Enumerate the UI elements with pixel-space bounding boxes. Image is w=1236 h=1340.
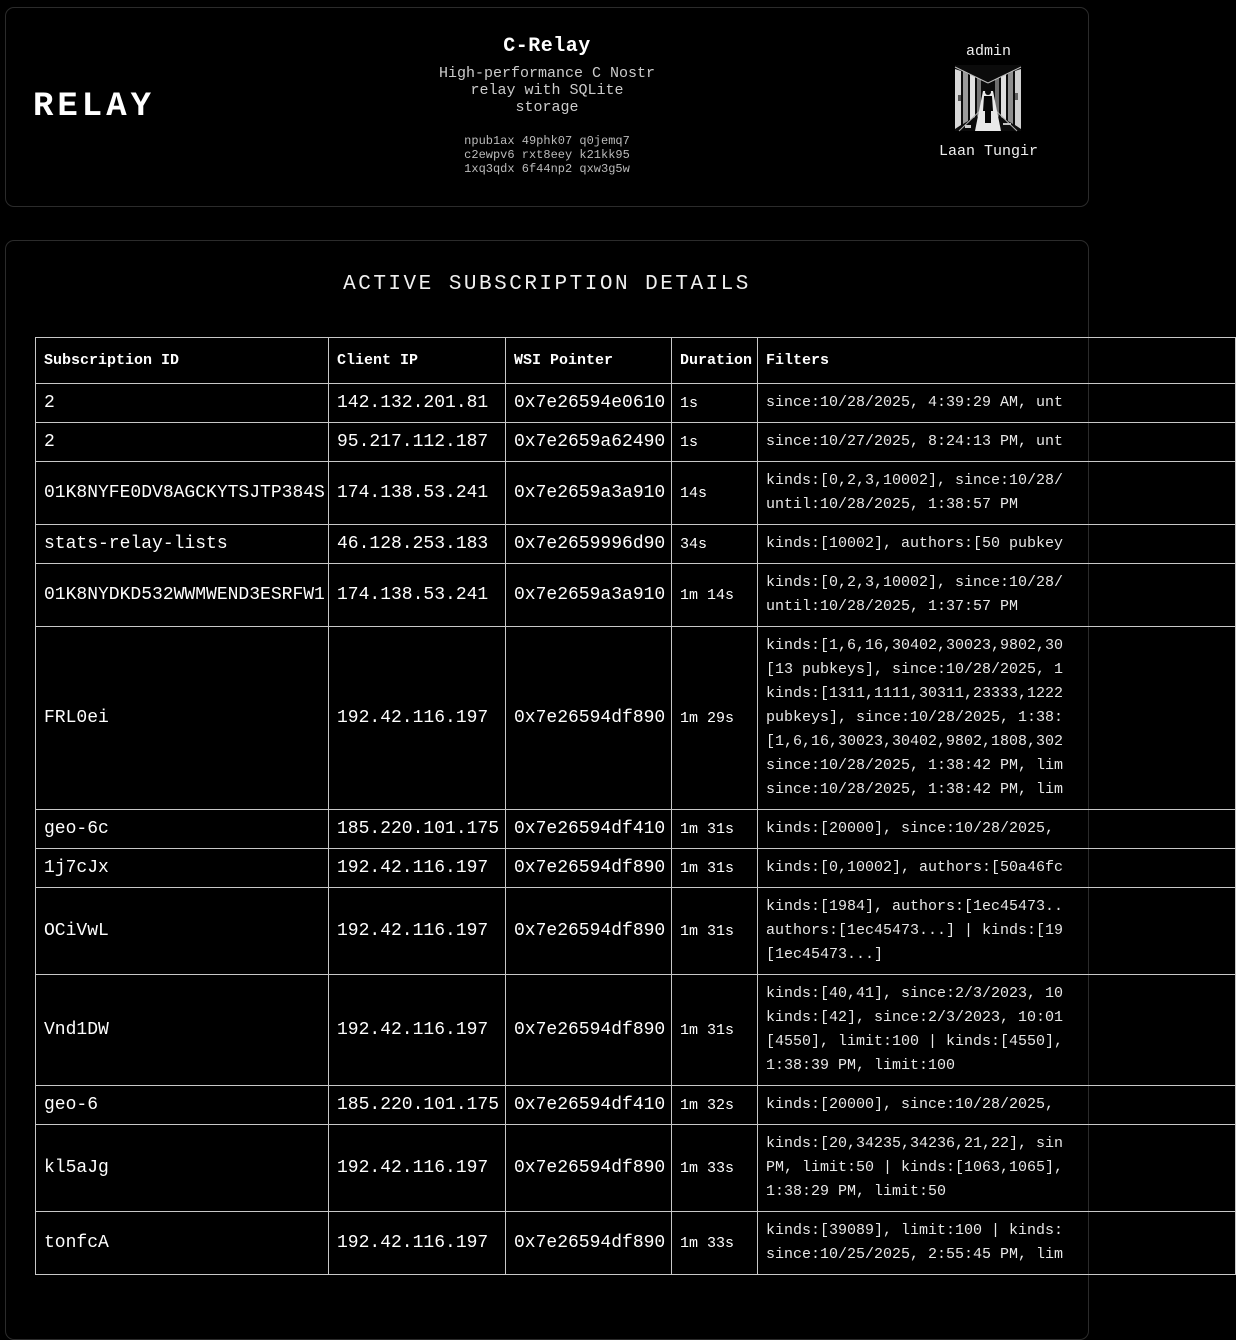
- filters-cell: [758, 525, 1236, 564]
- table-row: [36, 1125, 1236, 1212]
- filter-line: since:10/28/2025, 1:38:42 PM, lim: [766, 781, 1064, 798]
- client-ip-cell: 192.42.116.197: [329, 1212, 506, 1275]
- subscription-id-cell: FRL0ei: [36, 627, 329, 810]
- column-header-wsi-pointer: WSI Pointer: [506, 338, 672, 384]
- filter-line: since:10/28/2025, 4:39:29 AM, unt: [766, 394, 1064, 411]
- filter-line: kinds:[10002], authors:[50 pubkey: [766, 535, 1064, 552]
- subscription-id-cell: 2: [36, 423, 329, 462]
- wsi-pointer-cell: 0x7e26594e0610: [506, 384, 672, 423]
- duration-cell: 34s: [672, 525, 758, 564]
- filter-line: until:10/28/2025, 1:37:57 PM: [766, 598, 1019, 615]
- filter-line: kinds:[40,41], since:2/3/2023, 10: [766, 985, 1064, 1002]
- relay-info: [439, 8, 655, 206]
- subscriptions-table-wrap: [35, 337, 1063, 1275]
- filter-line: kinds:[0,2,3,10002], since:10/28/: [766, 574, 1064, 591]
- duration-cell: 1s: [672, 423, 758, 462]
- relay-title: C-Relay: [503, 35, 591, 58]
- filter-line: [13 pubkeys], since:10/28/2025, 1: [766, 661, 1064, 678]
- filters-cell: [758, 888, 1236, 975]
- filter-line: since:10/28/2025, 1:38:42 PM, lim: [766, 757, 1064, 774]
- npub-line: c2ewpv6 rxt8eey k21kk95: [464, 148, 630, 162]
- duration-cell: 1m 33s: [672, 1212, 758, 1275]
- duration-cell: 1m 29s: [672, 627, 758, 810]
- filter-line: 1:38:29 PM, limit:50: [766, 1183, 947, 1200]
- filter-line: pubkeys], since:10/28/2025, 1:38:: [766, 709, 1064, 726]
- filter-line: since:10/27/2025, 8:24:13 PM, unt: [766, 433, 1064, 450]
- table-row: [36, 423, 1236, 462]
- client-ip-cell: 174.138.53.241: [329, 564, 506, 627]
- subscriptions-table: [35, 337, 1236, 1275]
- client-ip-cell: 174.138.53.241: [329, 462, 506, 525]
- admin-name: Laan Tungir: [938, 143, 1038, 160]
- filter-line: kinds:[20,34235,34236,21,22], sin: [766, 1135, 1064, 1152]
- filter-line: [1,6,16,30023,30402,9802,1808,302: [766, 733, 1064, 750]
- client-ip-cell: 185.220.101.175: [329, 1086, 506, 1125]
- filter-line: kinds:[0,2,3,10002], since:10/28/: [766, 472, 1064, 489]
- wsi-pointer-cell: 0x7e2659a3a910: [506, 462, 672, 525]
- wsi-pointer-cell: 0x7e26594df890: [506, 627, 672, 810]
- npub-line: npub1ax 49phk07 q0jemq7: [464, 134, 630, 148]
- table-row: [36, 462, 1236, 525]
- subscription-id-cell: geo-6c: [36, 810, 329, 849]
- filters-cell: [758, 1086, 1236, 1125]
- client-ip-cell: 192.42.116.197: [329, 975, 506, 1086]
- filter-line: since:10/25/2025, 2:55:45 PM, lim: [766, 1246, 1064, 1263]
- wsi-pointer-cell: 0x7e26594df890: [506, 975, 672, 1086]
- table-row: [36, 810, 1236, 849]
- filters-cell: [758, 975, 1236, 1086]
- client-ip-cell: 185.220.101.175: [329, 810, 506, 849]
- filters-cell: [758, 564, 1236, 627]
- table-row: [36, 1086, 1236, 1125]
- admin-profile[interactable]: [939, 8, 1088, 206]
- table-row: [36, 888, 1236, 975]
- wsi-pointer-cell: 0x7e26594df890: [506, 849, 672, 888]
- duration-cell: 1m 31s: [672, 849, 758, 888]
- filter-line: kinds:[20000], since:10/28/2025,: [766, 1096, 1055, 1113]
- duration-cell: 1m 33s: [672, 1125, 758, 1212]
- section-title: ACTIVE SUBSCRIPTION DETAILS: [343, 273, 751, 296]
- subscription-id-cell: Vnd1DW: [36, 975, 329, 1086]
- table-row: [36, 525, 1236, 564]
- filter-line: kinds:[42], since:2/3/2023, 10:01: [766, 1009, 1064, 1026]
- admin-label: admin: [965, 43, 1011, 60]
- subscription-id-cell: geo-6: [36, 1086, 329, 1125]
- subscription-id-cell: 1j7cJx: [36, 849, 329, 888]
- relay-subtitle-line: High-performance C Nostr: [438, 65, 656, 82]
- subscription-id-cell: 2: [36, 384, 329, 423]
- column-header-client-ip: Client IP: [329, 338, 506, 384]
- client-ip-cell: 192.42.116.197: [329, 849, 506, 888]
- client-ip-cell: 46.128.253.183: [329, 525, 506, 564]
- table-row: [36, 627, 1236, 810]
- filters-cell: [758, 1212, 1236, 1275]
- client-ip-cell: 95.217.112.187: [329, 423, 506, 462]
- subscription-id-cell: OCiVwL: [36, 888, 329, 975]
- brand-title: RELAY: [33, 88, 156, 126]
- subscription-id-cell: stats-relay-lists: [36, 525, 329, 564]
- wsi-pointer-cell: 0x7e2659a62490: [506, 423, 672, 462]
- filter-line: kinds:[39089], limit:100 | kinds:: [766, 1222, 1064, 1239]
- subscriptions-panel: [5, 240, 1089, 1340]
- duration-cell: 1m 31s: [672, 975, 758, 1086]
- filter-line: until:10/28/2025, 1:38:57 PM: [766, 496, 1019, 513]
- header-panel: [5, 7, 1089, 207]
- relay-subtitle-line: storage: [515, 99, 579, 116]
- client-ip-cell: 142.132.201.81: [329, 384, 506, 423]
- filters-cell: [758, 423, 1236, 462]
- column-header-filters: Filters: [758, 338, 1236, 384]
- subscription-id-cell: kl5aJg: [36, 1125, 329, 1212]
- wsi-pointer-cell: 0x7e26594df890: [506, 888, 672, 975]
- filters-cell: [758, 462, 1236, 525]
- filter-line: authors:[1ec45473...] | kinds:[19: [766, 922, 1064, 939]
- subscription-id-cell: tonfcA: [36, 1212, 329, 1275]
- filters-cell: [758, 627, 1236, 810]
- duration-cell: 14s: [672, 462, 758, 525]
- filter-line: kinds:[20000], since:10/28/2025,: [766, 820, 1055, 837]
- duration-cell: 1s: [672, 384, 758, 423]
- wsi-pointer-cell: 0x7e26594df410: [506, 1086, 672, 1125]
- npub-line: 1xq3qdx 6f44np2 qxw3g5w: [464, 162, 630, 176]
- duration-cell: 1m 14s: [672, 564, 758, 627]
- column-header-duration: Duration: [672, 338, 758, 384]
- column-header-subscription-id: Subscription ID: [36, 338, 329, 384]
- wsi-pointer-cell: 0x7e26594df890: [506, 1212, 672, 1275]
- duration-cell: 1m 32s: [672, 1086, 758, 1125]
- subscription-id-cell: 01K8NYDKD532WWMWEND3ESRFW1: [36, 564, 329, 627]
- filters-cell: [758, 384, 1236, 423]
- table-row: [36, 975, 1236, 1086]
- table-header-row: [36, 338, 1236, 384]
- duration-cell: 1m 31s: [672, 888, 758, 975]
- filter-line: kinds:[1311,1111,30311,23333,1222: [766, 685, 1064, 702]
- wsi-pointer-cell: 0x7e26594df410: [506, 810, 672, 849]
- filter-line: [4550], limit:100 | kinds:[4550],: [766, 1033, 1064, 1050]
- client-ip-cell: 192.42.116.197: [329, 888, 506, 975]
- duration-cell: 1m 31s: [672, 810, 758, 849]
- filter-line: [1ec45473...]: [766, 946, 884, 963]
- table-row: [36, 1212, 1236, 1275]
- relay-npub: [439, 134, 655, 176]
- client-ip-cell: 192.42.116.197: [329, 1125, 506, 1212]
- filters-cell: [758, 1125, 1236, 1212]
- subscription-id-cell: 01K8NYFE0DV8AGCKYTSJTP384S: [36, 462, 329, 525]
- admin-avatar-image[interactable]: [955, 65, 1021, 131]
- filter-line: PM, limit:50 | kinds:[1063,1065],: [766, 1159, 1064, 1176]
- filter-line: kinds:[1984], authors:[1ec45473..: [766, 898, 1064, 915]
- relay-subtitle-line: relay with SQLite: [470, 82, 624, 99]
- table-row: [36, 849, 1236, 888]
- filter-line: kinds:[0,10002], authors:[50a46fc: [766, 859, 1064, 876]
- table-row: [36, 564, 1236, 627]
- client-ip-cell: 192.42.116.197: [329, 627, 506, 810]
- filter-line: 1:38:39 PM, limit:100: [766, 1057, 956, 1074]
- relay-subtitle: [439, 65, 655, 116]
- wsi-pointer-cell: 0x7e2659a3a910: [506, 564, 672, 627]
- wsi-pointer-cell: 0x7e26594df890: [506, 1125, 672, 1212]
- wsi-pointer-cell: 0x7e2659996d90: [506, 525, 672, 564]
- filter-line: kinds:[1,6,16,30402,30023,9802,30: [766, 637, 1064, 654]
- filters-cell: [758, 849, 1236, 888]
- filters-cell: [758, 810, 1236, 849]
- table-row: [36, 384, 1236, 423]
